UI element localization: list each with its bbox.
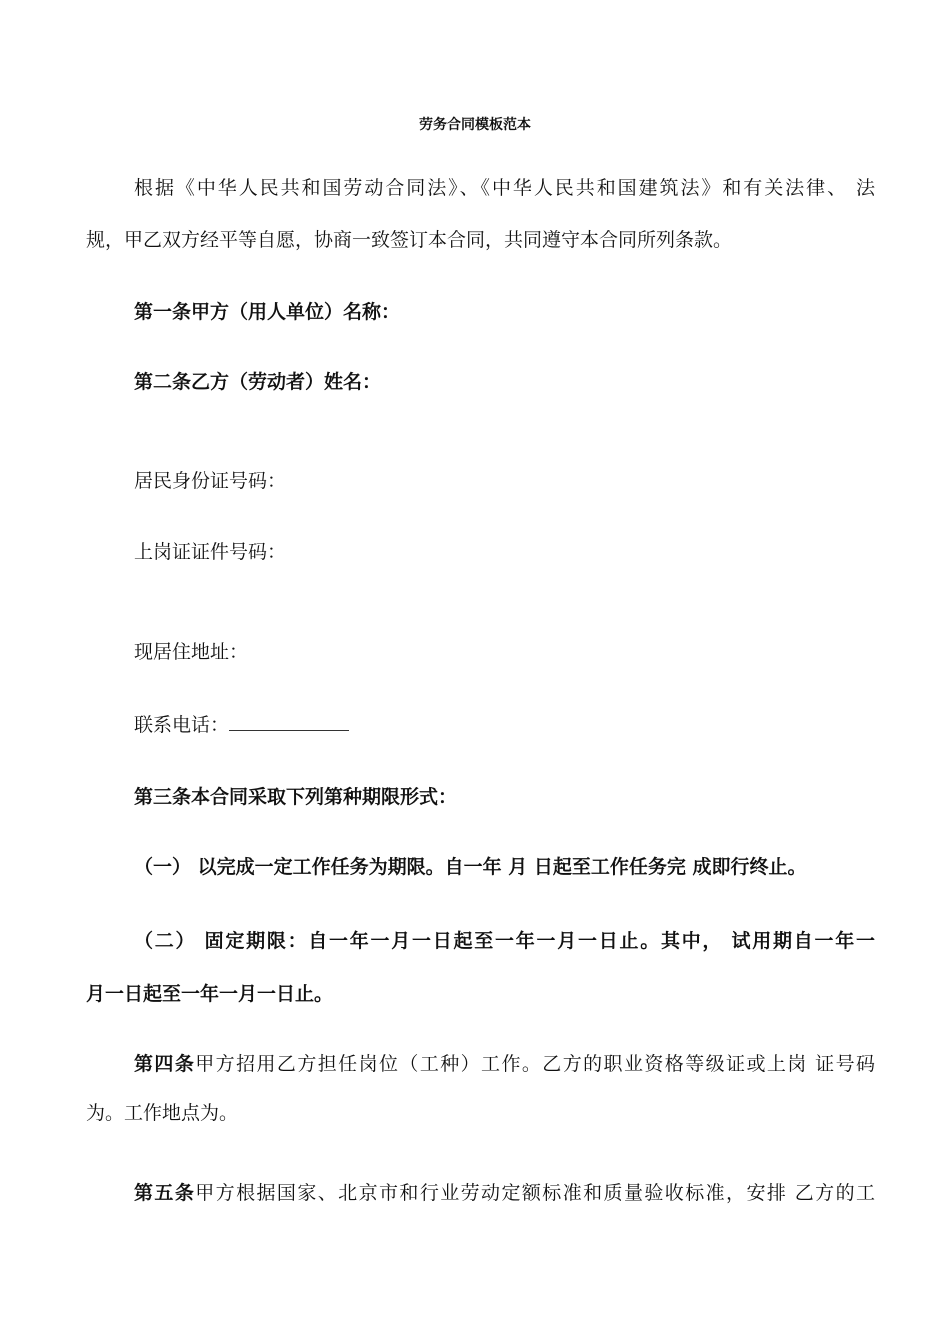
term-option-1: （一） 以完成一定工作任务为期限。自一年 月 日起至工作任务完 成即行终止。 bbox=[134, 856, 807, 878]
address-field: 现居住地址： bbox=[134, 641, 249, 663]
article-4-line-1 bbox=[134, 1052, 875, 1076]
intro-line-1: 根据《中华人民共和国劳动合同法》、《中华人民共和国建筑法》和有关法律、 法 bbox=[134, 177, 875, 199]
article-5-heading: 第五条 bbox=[134, 1182, 196, 1204]
phone-label: 联系电话： bbox=[134, 714, 230, 736]
article-4-text: 甲方招用乙方担任岗位（工种）工作。乙方的职业资格等级证或上岗 证号码 bbox=[195, 1053, 875, 1075]
id-number-field: 居民身份证号码： bbox=[134, 470, 287, 492]
article-4-heading: 第四条 bbox=[134, 1053, 196, 1075]
article-2: 第二条乙方（劳动者）姓名： bbox=[134, 371, 382, 393]
document-title: 劳务合同模板范本 bbox=[419, 117, 531, 133]
article-3: 第三条本合同采取下列第种期限形式： bbox=[134, 786, 458, 808]
intro-line-2: 规，甲乙双方经平等自愿，协商一致签订本合同，共同遵守本合同所列条款。 bbox=[86, 229, 733, 251]
term-option-2-line-1: （二） 固定期限：自一年一月一日起至一年一月一日止。其中， 试用期自一年一 bbox=[134, 930, 875, 952]
post-cert-field: 上岗证证件号码： bbox=[134, 541, 287, 563]
article-1: 第一条甲方（用人单位）名称： bbox=[134, 301, 401, 323]
term-option-2-line-2: 月一日起至一年一月一日止。 bbox=[86, 983, 334, 1005]
article-5-line-1 bbox=[134, 1181, 875, 1205]
article-4-line-2: 为。工作地点为。 bbox=[86, 1102, 239, 1124]
article-5-text: 甲方根据国家、北京市和行业劳动定额标准和质量验收标准，安排 乙方的工 bbox=[195, 1182, 875, 1204]
phone-field bbox=[134, 712, 349, 737]
phone-blank-line bbox=[229, 712, 349, 731]
